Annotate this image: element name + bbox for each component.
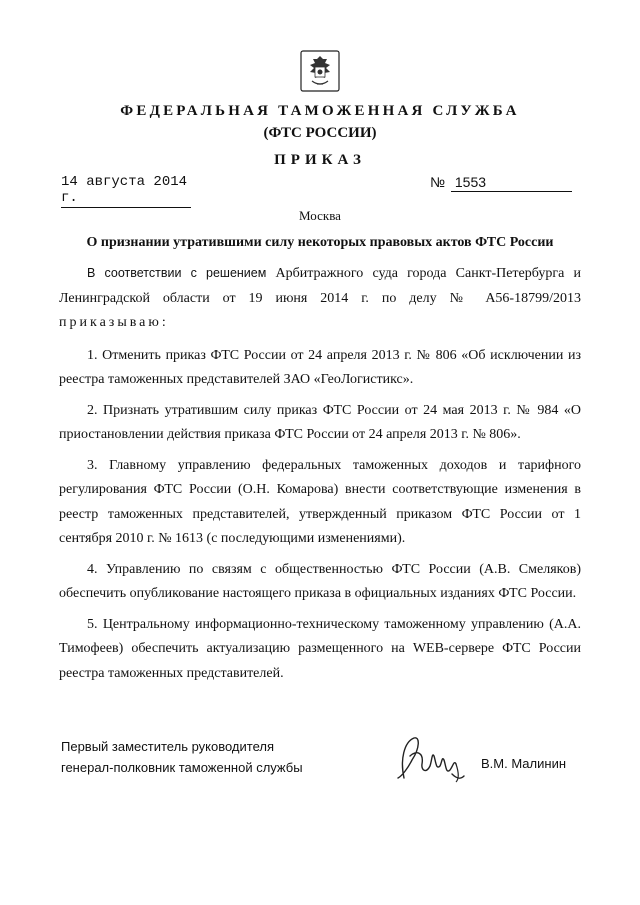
preamble-stamp-text: В соответствии с решением bbox=[87, 266, 267, 280]
coat-of-arms-icon bbox=[300, 50, 340, 92]
signatory-name: В.М. Малинин bbox=[481, 756, 567, 771]
city: Москва bbox=[299, 208, 341, 223]
order-date: 14 августа 2014 г. bbox=[61, 174, 191, 208]
order-number-value: 1553 bbox=[454, 174, 487, 190]
order-item-3: 3. Главному управлению федеральных таможенных доходов и тарифного регулирования ФТС России (О.Н. Комарова) внести соответствующие изменения в реестр таможенных представителей, утвержденный приказом ФТС России от 1 сентября 2010 г. № 1613 (с последующими изменениями). bbox=[59, 457, 581, 546]
order-item-1: 1. Отменить приказ ФТС России от 24 апреля 2013 г. № 806 «Об исключении из реестра таможенных представителей ЗАО «ГеоЛогистикс». bbox=[59, 347, 581, 387]
preamble bbox=[59, 261, 581, 336]
order-item-2: 2. Признать утратившим силу приказ ФТС России от 24 мая 2013 г. № 984 «О приостановлении действия приказа ФТС России от 24 апреля 2013 г. № 806». bbox=[59, 402, 581, 442]
handwritten-signature bbox=[390, 730, 470, 790]
agency-short-name: (ФТС РОССИИ) bbox=[263, 125, 377, 141]
document-type: ПРИКАЗ bbox=[274, 152, 366, 168]
order-word: приказываю: bbox=[59, 315, 169, 330]
order-subject: О признании утратившими силу некоторых правовых актов ФТС России bbox=[86, 235, 554, 250]
order-number-label: № bbox=[430, 174, 446, 190]
signatory-position bbox=[61, 736, 391, 778]
agency-name: ФЕДЕРАЛЬНАЯ ТАМОЖЕННАЯ СЛУЖБА bbox=[120, 103, 520, 119]
order-item-5: 5. Центральному информационно-техническому таможенному управлению (А.А. Тимофеев) обеспечить актуализацию размещенного на WEB-сервере ФТС России реестра таможенных представителей. bbox=[59, 616, 581, 681]
preamble-text: Арбитражного суда города Санкт-Петербурга и Ленинградской области от 19 июня 2014 г. по делу № А56-18799/2013 bbox=[59, 266, 581, 306]
signatory-position-line1: Первый заместитель руководителя bbox=[61, 739, 275, 754]
order-item-4: 4. Управлению по связям с общественностью ФТС России (А.В. Смеляков) обеспечить опубликование настоящего приказа в официальных изданиях ФТС России. bbox=[59, 561, 581, 601]
signatory-position-line2: генерал-полковник таможенной службы bbox=[61, 760, 303, 775]
order-body bbox=[59, 261, 581, 692]
order-number bbox=[451, 174, 572, 192]
